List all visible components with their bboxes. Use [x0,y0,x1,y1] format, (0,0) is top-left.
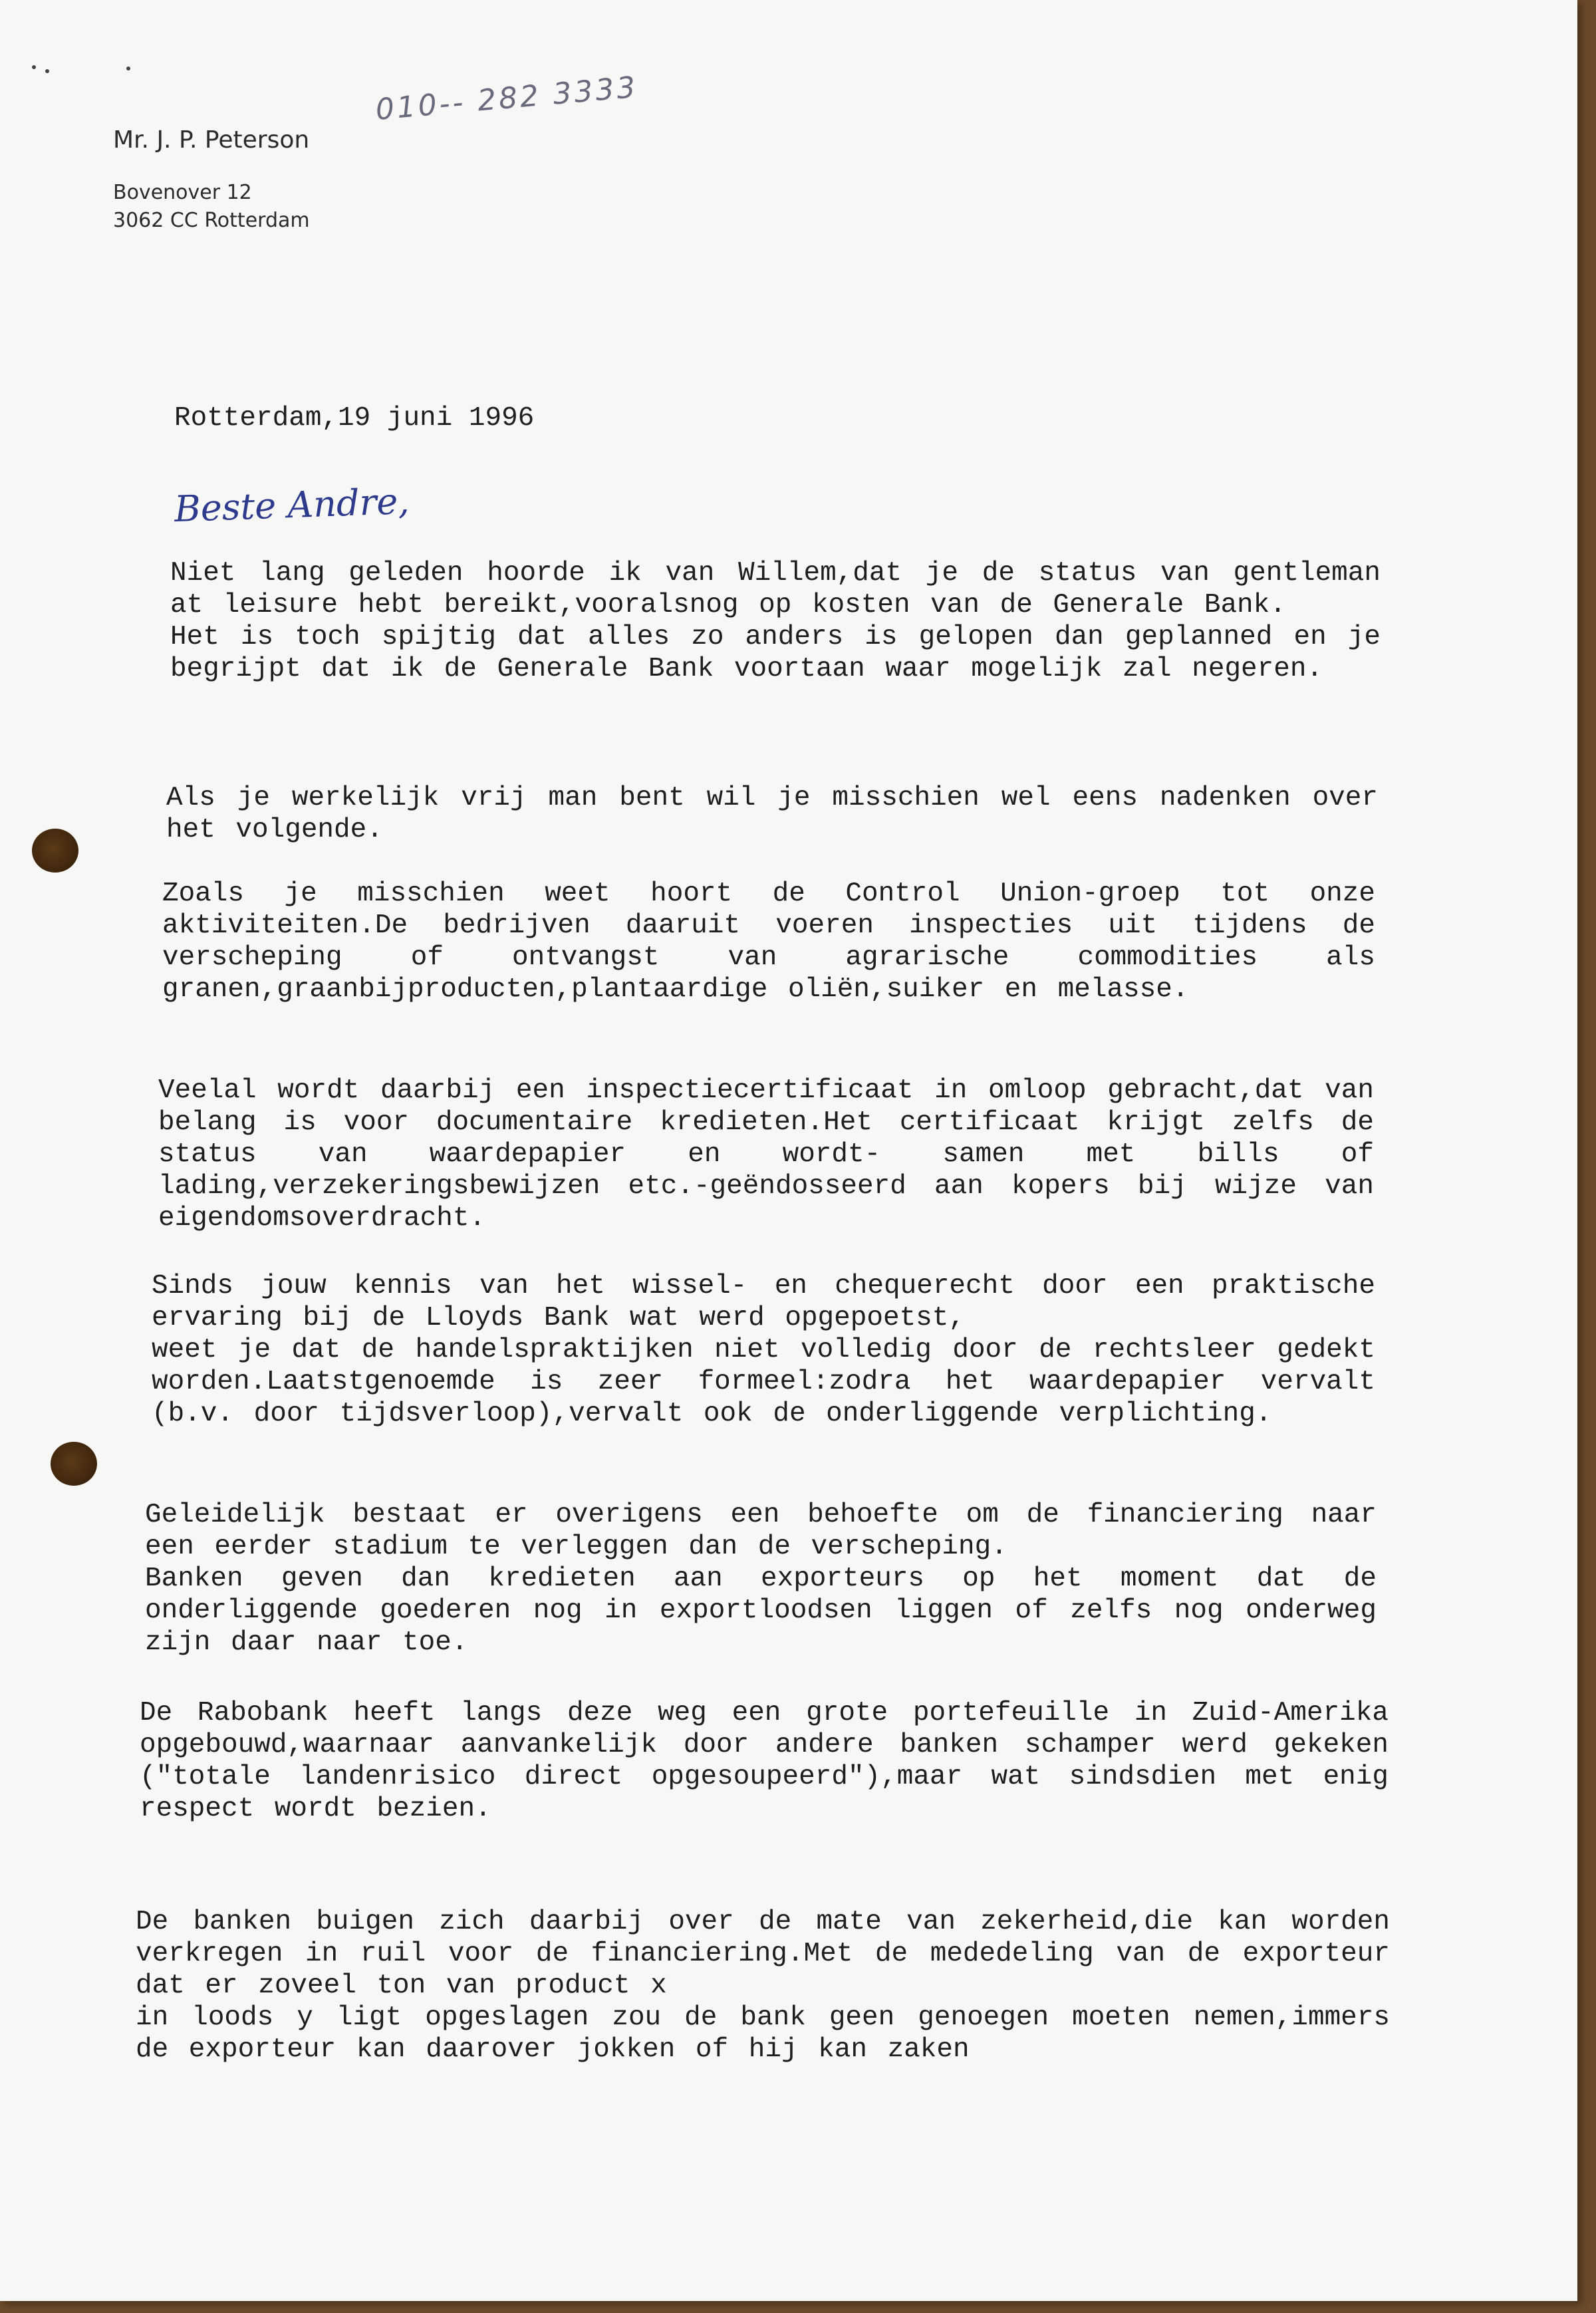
paragraph-5: Sinds jouw kennis van het wissel- en chequerecht door een praktische ervaring bij de Lloyds Bank wat werd opgepoetst, weet je dat de handelspraktijken niet volledig door de rechtsleer gedekt worden.Laatstgenoemde is zeer formeel:zodra het waardepapier vervalt (b.v. door tijdsverloop),vervalt ook de onderliggende verplichting. [152,1271,1375,1429]
sender-city: 3062 CC Rotterdam [113,209,310,232]
paragraph-7: De Rabobank heeft langs deze weg een grote portefeuille in Zuid-Amerika opgebouwd,waarnaar aanvankelijk door andere banken schamper werd gekeken ("totale landenrisico direct opgesoupeerd"),maar wat sindsdien met enig respect wordt bezien. [140,1698,1389,1824]
paragraph-4: Veelal wordt daarbij een inspectiecertificaat in omloop gebracht,dat van belang is voor documentaire kredieten.Het certificaat krijgt zelfs de status van waardepapier en wordt- samen met bills of lading,verzekeringsbewijzen etc.-geëndosseerd aan kopers bij wijze van eigendomsoverdracht. [158,1075,1374,1234]
handwritten-salutation: Beste Andre, [174,479,410,531]
sender-name: Mr. J. P. Peterson [113,126,310,154]
punch-hole-upper [32,829,78,873]
sender-street: Bovenover 12 [113,181,252,204]
paragraph-8: De banken buigen zich daarbij over de mate van zekerheid,die kan worden verkregen in ruil voor de financiering.Met de mededeling van de exporteur dat er zoveel ton van product x in loods y ligt opgeslagen zou de bank geen genoegen moeten nemen,immers de exporteur kan daarover jokken of hij kan zaken [136,1907,1390,2065]
paper-speck [126,67,130,70]
paragraph-3: Zoals je misschien weet hoort de Control Union-groep tot onze aktiviteiten.De bedrijven daaruit voeren inspecties uit tijdens de verscheping of ontvangst van agrarische commodities als granen,graanbijproducten,plantaardige oliën,suiker en melasse. [162,879,1375,1005]
paragraph-6: Geleidelijk bestaat er overigens een behoefte om de financiering naar een eerder stadium te verleggen dan de verscheping. Banken geven dan kredieten aan exporteurs op het moment dat de onderliggende goederen nog in exportloodsen liggen of zelfs nog onderweg zijn daar naar toe. [145,1500,1377,1658]
paragraph-1: Niet lang geleden hoorde ik van Willem,dat je de status van gentleman at leisure hebt bereikt,vooralsnog op kosten van de Generale Bank. Het is toch spijtig dat alles zo anders is gelopen dan geplanned en je begrijpt dat ik de Generale Bank voortaan waar mogelijk zal negeren. [170,558,1381,684]
handwritten-phone-number: 010-- 282 3333 [374,70,640,127]
letter-date: Rotterdam,19 juni 1996 [174,403,535,434]
paper-speck [45,69,49,73]
punch-hole-lower [51,1442,97,1486]
paper-speck [32,65,36,69]
paragraph-2: Als je werkelijk vrij man bent wil je misschien wel eens nadenken over het volgende. [166,783,1378,845]
